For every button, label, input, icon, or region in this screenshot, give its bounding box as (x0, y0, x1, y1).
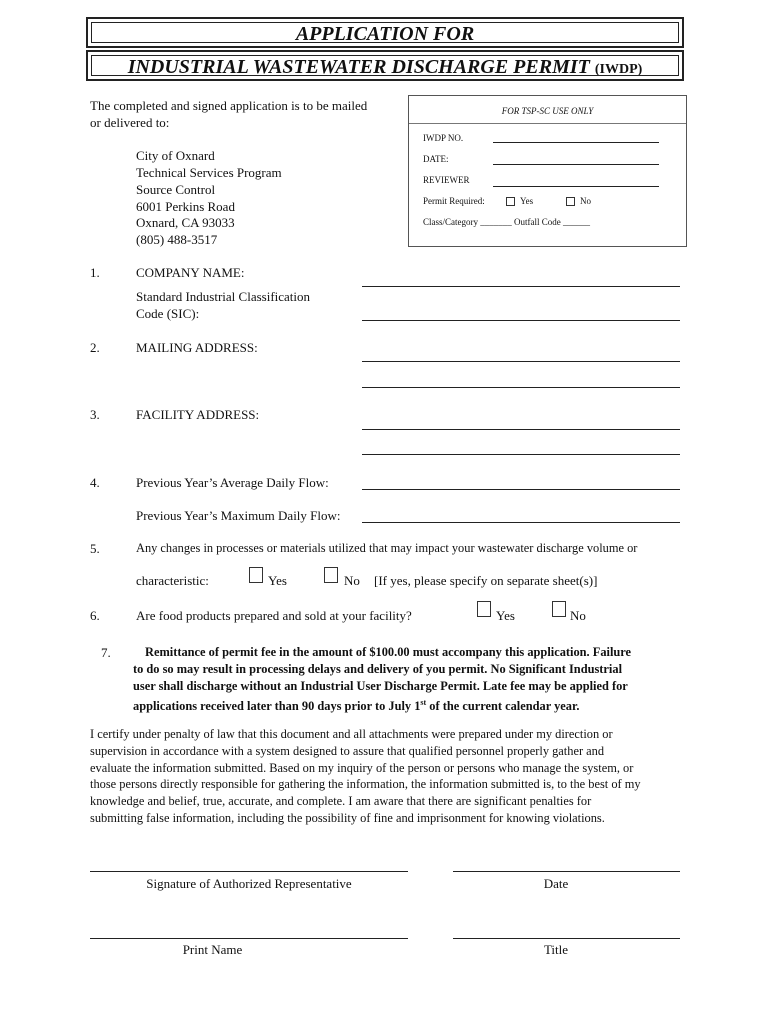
print-name-label: Print Name (182, 942, 243, 957)
maximum-daily-flow-field[interactable] (362, 522, 680, 523)
food-products-no-checkbox[interactable] (552, 601, 566, 617)
sic-label-line2: Code (SIC): (136, 306, 200, 321)
food-products-yes-label: Yes (496, 608, 515, 623)
address-line: (805) 488-3517 (136, 232, 218, 247)
remittance-line4-end: of the current calendar year. (426, 699, 580, 714)
food-products-yes-checkbox[interactable] (477, 601, 491, 617)
office-date-label: DATE: (423, 154, 449, 164)
process-changes-no-checkbox[interactable] (324, 567, 338, 583)
remittance-line4-start: applications received later than 90 days prior to July 1 (133, 699, 421, 714)
signature-field[interactable] (90, 871, 408, 872)
title-box-line2 (86, 50, 684, 81)
q3-number: 3. (90, 407, 100, 422)
sic-label-line1: Standard Industrial Classification (136, 289, 311, 304)
permit-required-yes-checkbox[interactable] (506, 197, 515, 206)
certification-line: evaluate the information submitted. Based on my inquiry of the person or persons who manage the system, or (90, 761, 634, 775)
company-name-field[interactable] (362, 286, 680, 287)
address-line: 6001 Perkins Road (136, 199, 235, 214)
remittance-line1: Remittance of permit fee in the amount of $100.00 must accompany this application. Failure (145, 645, 632, 659)
office-use-box (408, 95, 687, 247)
process-changes-note: [If yes, please specify on separate sheet(s)] (374, 573, 598, 588)
maximum-daily-flow-label: Previous Year’s Maximum Daily Flow: (136, 508, 341, 523)
office-use-heading: FOR TSP-SC USE ONLY (501, 106, 594, 116)
title-line2: INDUSTRIAL WASTEWATER DISCHARGE PERMIT (127, 56, 590, 78)
outfall-code-text: Outfall Code (514, 217, 561, 227)
permit-required-no-label: No (580, 196, 591, 206)
address-line: Oxnard, CA 93033 (136, 215, 235, 230)
office-use-divider (409, 123, 686, 124)
remittance-superscript: st (420, 698, 427, 707)
class-category-field[interactable]: _______ (480, 217, 512, 227)
title-box-line1 (86, 17, 684, 48)
mailing-address-field-2[interactable] (362, 387, 680, 388)
title-label: Title (543, 942, 569, 957)
certification-line: those persons directly responsible for gathering the information, the information submitted is, to the best of my (90, 777, 641, 791)
class-category-text: Class/Category (423, 217, 478, 227)
iwdp-no-label: IWDP NO. (423, 133, 464, 143)
address-line: City of Oxnard (136, 148, 215, 163)
mail-intro-line1: The completed and signed application is to be mailed (90, 98, 368, 113)
permit-required-no-checkbox[interactable] (566, 197, 575, 206)
facility-address-field-2[interactable] (362, 454, 680, 455)
process-changes-question: Any changes in processes or materials utilized that may impact your wastewater discharge volume or (136, 541, 638, 555)
outfall-code-field[interactable]: ______ (563, 217, 590, 227)
remittance-line3: user shall discharge without an Industrial User Discharge Permit. Late fee may be applied for (133, 679, 628, 693)
title-abbr: (IWDP) (594, 62, 643, 77)
q5-number: 5. (90, 541, 100, 556)
characteristic-label: characteristic: (136, 573, 209, 588)
title-line1: APPLICATION FOR (295, 23, 475, 45)
title-field[interactable] (453, 938, 680, 939)
certification-line: supervision in accordance with a system designed to assure that qualified personnel properly gather and (90, 744, 605, 758)
permit-required-label: Permit Required: (423, 196, 485, 206)
average-daily-flow-field[interactable] (362, 489, 680, 490)
process-changes-no-label: No (344, 573, 360, 588)
class-category-label (423, 217, 590, 228)
certification-line: submitting false information, including the possibility of fine and imprisonment for knowing violations. (90, 811, 605, 825)
address-line: Source Control (136, 182, 216, 197)
iwdp-no-field[interactable] (493, 142, 659, 143)
signature-date-label: Date (543, 876, 569, 891)
certification-line: I certify under penalty of law that this document and all attachments were prepared under my direction or (90, 727, 613, 741)
office-date-field[interactable] (493, 164, 659, 165)
mailing-address-field-1[interactable] (362, 361, 680, 362)
company-name-label: COMPANY NAME: (136, 265, 245, 280)
process-changes-yes-label: Yes (268, 573, 287, 588)
reviewer-field[interactable] (493, 186, 659, 187)
mail-intro-line2: or delivered to: (90, 115, 170, 130)
signature-label: Signature of Authorized Representative (146, 876, 352, 891)
signature-date-field[interactable] (453, 871, 680, 872)
certification-line: knowledge and belief, true, accurate, and complete. I am aware that there are significant penalties for (90, 794, 592, 808)
q1-number: 1. (90, 265, 100, 280)
q6-number: 6. (90, 608, 100, 623)
facility-address-field-1[interactable] (362, 429, 680, 430)
q7-number: 7. (101, 645, 111, 660)
mailing-address-label: MAILING ADDRESS: (136, 340, 258, 355)
sic-code-field[interactable] (362, 320, 680, 321)
permit-required-yes-label: Yes (520, 196, 534, 206)
process-changes-yes-checkbox[interactable] (249, 567, 263, 583)
q4-number: 4. (90, 475, 100, 490)
address-line: Technical Services Program (136, 165, 282, 180)
remittance-line2: to do so may result in processing delays and delivery of you permit. No Significant Industrial (133, 662, 623, 676)
average-daily-flow-label: Previous Year’s Average Daily Flow: (136, 475, 329, 490)
q2-number: 2. (90, 340, 100, 355)
food-products-no-label: No (570, 608, 586, 623)
facility-address-label: FACILITY ADDRESS: (136, 407, 260, 422)
food-products-question: Are food products prepared and sold at your facility? (136, 608, 412, 623)
print-name-field[interactable] (90, 938, 408, 939)
remittance-line4 (133, 694, 579, 715)
reviewer-label: REVIEWER (423, 175, 470, 185)
